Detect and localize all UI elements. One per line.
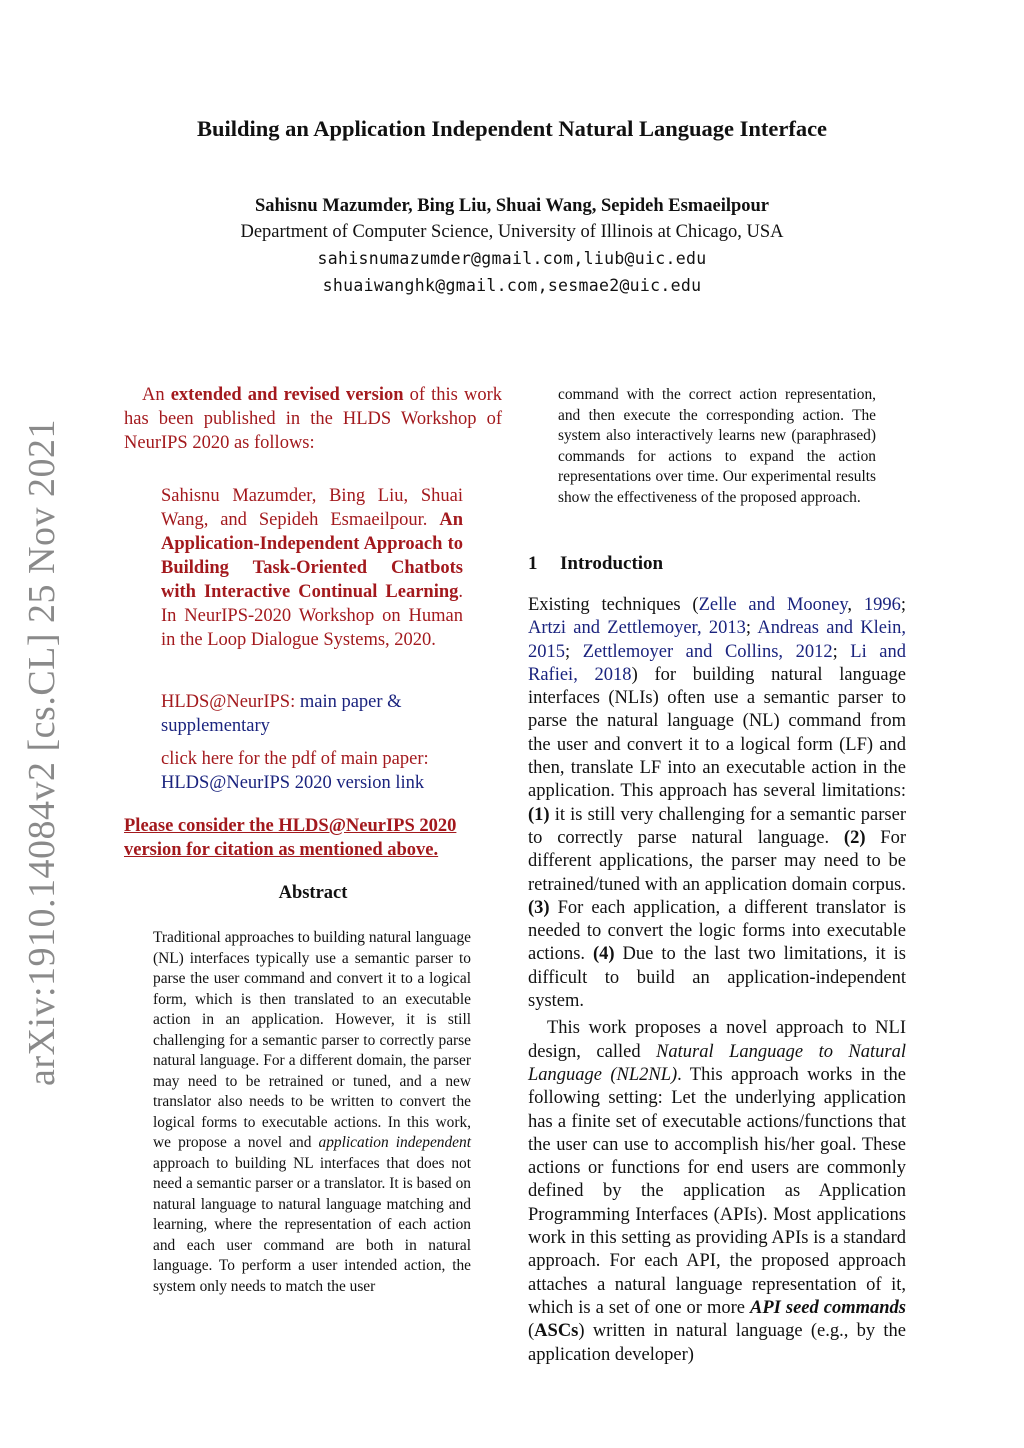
pdf-note: click here for the pdf of main paper: HLDS@NeurIPS 2020 version link xyxy=(161,749,429,793)
workshop-citation: Sahisnu Mazumder, Bing Liu, Shuai Wang, and Sepideh Esmaeilpour. An Application-Independent Approach to Building Task-Oriented Chatbots with Interactive Continual Learning. In NeurIPS-2020 Workshop on Human in the Loop Dialogue Systems, 2020. xyxy=(161,486,463,650)
author-list: Sahisnu Mazumder, Bing Liu, Shuai Wang, Sepideh Esmaeilpour xyxy=(254,196,770,216)
arxiv-id-text: arXiv:1910.14084v2 [cs.CL] 25 Nov 2021 xyxy=(21,419,63,1087)
introduction-body xyxy=(528,594,906,1367)
section-heading: 1 Introduction xyxy=(528,553,664,574)
citation-title: An Application-Independent Approach to Building Task-Oriented Chatbots with Interactive Continual Learning xyxy=(161,510,463,602)
publication-notice: An extended and revised version of this work has been published in the HLDS Workshop of NeurIPS 2020 as follows: xyxy=(124,385,502,453)
abstract-continued: command with the correct action representation, and then execute the corresponding action. The system also interactively learns new (paraphrased) commands for actions to expand the action representations over time. Our experimental results show the effectiveness of the proposed approach. xyxy=(558,386,876,506)
citation-request: Please consider the HLDS@NeurIPS 2020 version for citation as mentioned above. xyxy=(124,816,457,860)
hlds-note: HLDS@NeurIPS: main paper & supplementary xyxy=(161,692,402,736)
intro-paragraph-1: Existing techniques (Zelle and Mooney, 1996; Artzi and Zettlemoyer, 2013; Andreas and Klein, 2015; Zettlemoyer and Collins, 2012; Li and Rafiei, 2018) for building natural language interfaces (NLIs) often use a semantic parser to parse the natural language (NL) command from the user and convert it to a logical form (LF) and then, translate LF into an executable action in the application. This approach has several limitations: (1) it is still very challenging for a semantic parser to correctly parse natural language. (2) For different applications, the parser may need to be retrained/tuned with an application domain corpus. (3) For each application, a different translator is needed to convert the logic forms into executable actions. (4) Due to the last two limitations, it is difficult to build an application-independent system. xyxy=(528,595,907,1012)
paper-title: Building an Application Independent Natural Language Interface xyxy=(196,116,828,141)
version-link[interactable]: HLDS@NeurIPS 2020 version link xyxy=(161,773,425,793)
email-line-2: shuaiwanghk@gmail.com,sesmae2@uic.edu xyxy=(322,276,702,295)
affiliation: Department of Computer Science, University of Illinois at Chicago, USA xyxy=(240,222,784,242)
abstract-body: Traditional approaches to building natural language (NL) interfaces typically use a semantic parser to parse the user command and convert it to a logical form, which is then translated to an executable action in an application. However, it is still challenging for a semantic parser to correctly parse natural language. For a different domain, the parser may need to be retrained or tuned, and a new translator also needs to be written to convert the logical forms to executable actions. In this work, we propose a novel and application independent approach to building NL interfaces that does not need a semantic parser or a translator. It is based on natural language to natural language matching and learning, where the representation of each action and each user command are both in natural language. To perform a user intended action, the system only needs to match the user xyxy=(153,929,471,1295)
main-paper-link[interactable]: main paper & supplementary xyxy=(161,692,402,736)
abstract-heading: Abstract xyxy=(278,883,348,903)
arxiv-identifier xyxy=(12,419,72,1087)
intro-paragraph-2: This work proposes a novel approach to NLI design, called Natural Language to Natural Language (NL2NL). This approach works in the following setting: Let the underlying application has a finite set of executable actions/functions that the user can use to accomplish his/her goal. These actions or functions for end users are commonly defined by the application as Application Programming Interfaces (APIs). Most applications work in this setting as providing APIs is a standard approach. For each API, the proposed approach attaches a natural language representation of it, which is a set of one or more API seed commands (ASCs) written in natural language (e.g., by the application developer) xyxy=(528,1018,907,1365)
email-line-1: sahisnumazumder@gmail.com,liub@uic.edu xyxy=(317,249,707,268)
